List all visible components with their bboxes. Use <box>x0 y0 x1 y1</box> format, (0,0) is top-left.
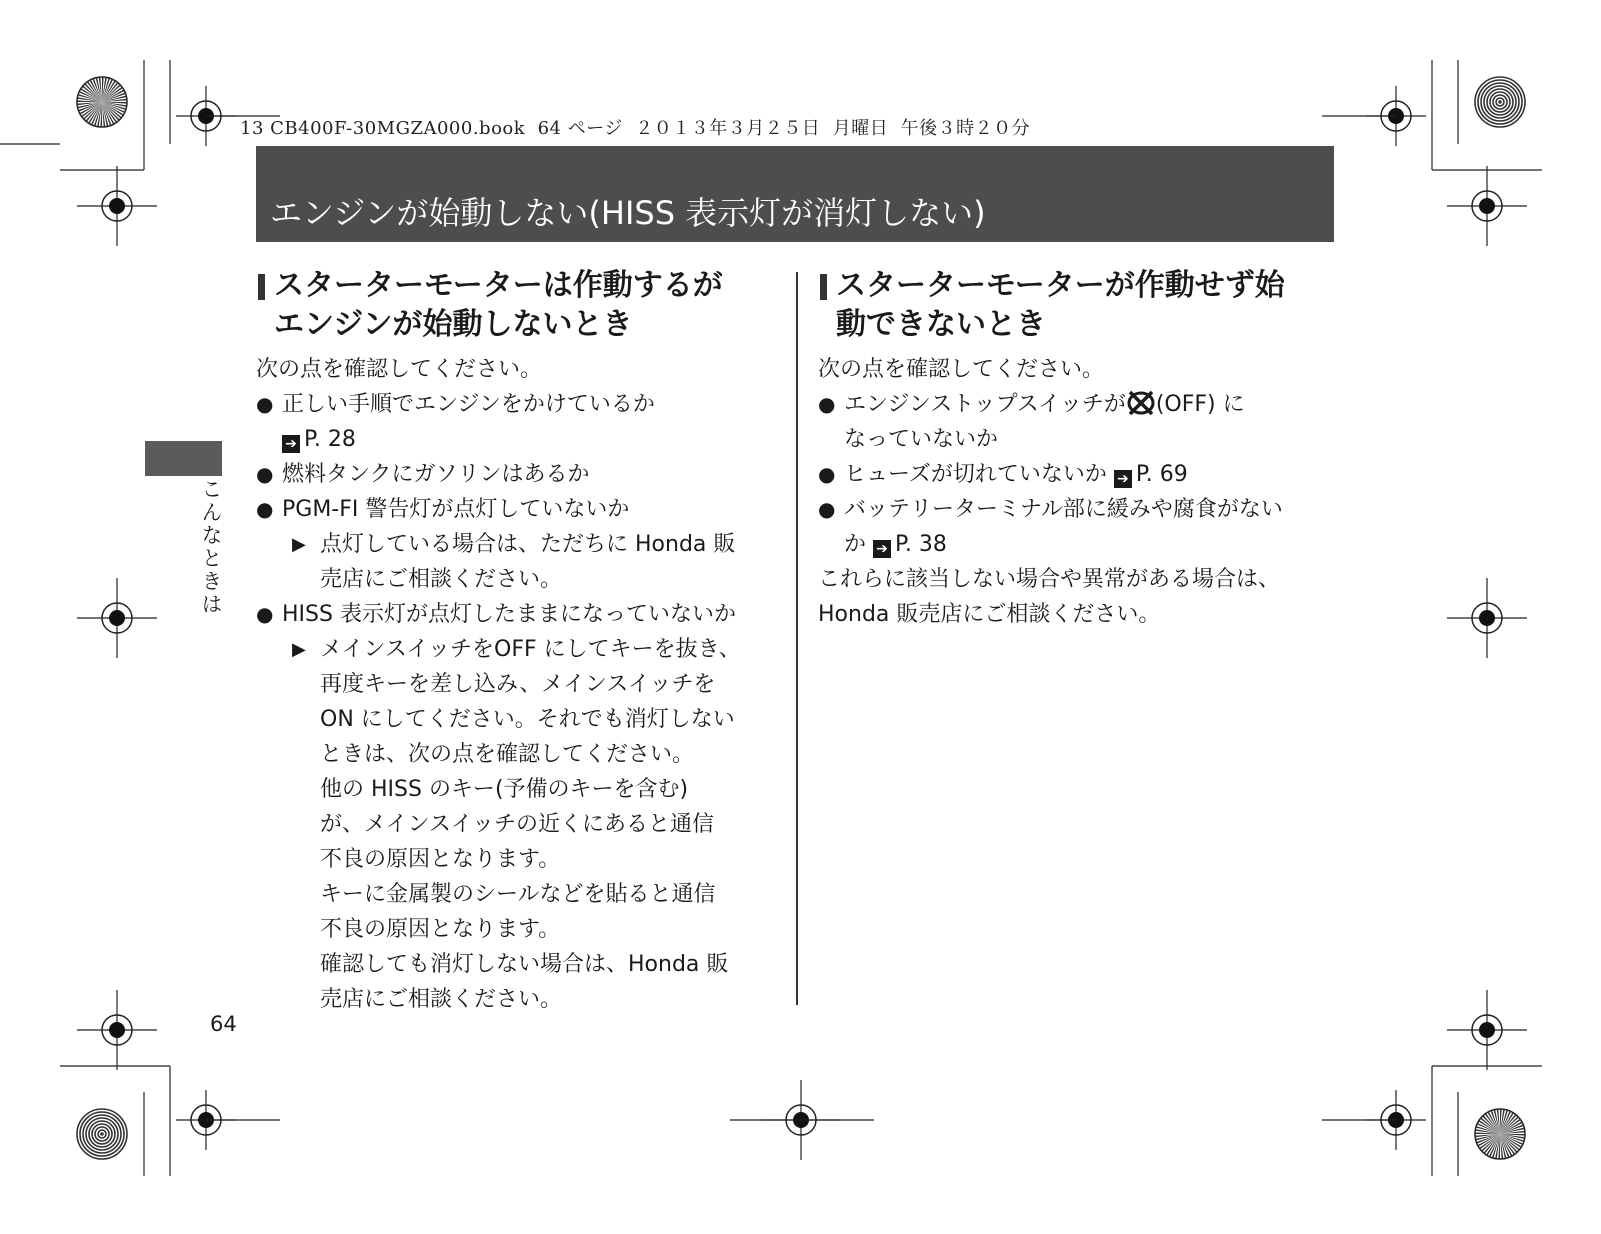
sub-item-cont: 再度キーを差し込み、メインスイッチを <box>320 672 716 697</box>
list-item: ● エンジンストップスイッチが (OFF) に <box>818 387 1338 422</box>
bullet-icon: ● <box>818 462 836 486</box>
sub-item-cont: 売店にご相談ください。 <box>320 987 563 1012</box>
registration-mark-icon <box>1447 166 1527 246</box>
side-tab <box>145 441 222 476</box>
list-item: ● ヒューズが切れていないか ➔ P. 69 <box>818 457 1338 492</box>
heading-bar <box>820 274 827 300</box>
list-item-cont: なっていないか <box>844 427 999 452</box>
sub-item-cont: キーに金属製のシールなどを貼ると通信 <box>320 882 716 907</box>
bullet-icon: ● <box>818 392 836 416</box>
left-column <box>256 266 776 1017</box>
bullet-icon: ● <box>818 497 836 521</box>
bullet-icon: ● <box>256 462 274 486</box>
note-text: Honda 販売店にご相談ください。 <box>818 602 1161 627</box>
registration-mark-icon <box>77 990 157 1070</box>
reference-arrow-icon: ➔ <box>1114 470 1132 488</box>
left-section-heading: スターターモーターは作動するが エンジンが始動しないとき <box>256 266 776 344</box>
engine-stop-switch-icon <box>1126 389 1156 417</box>
list-item: ● バッテリーターミナル部に緩みや腐食がない <box>818 492 1338 527</box>
sub-item-cont: 確認しても消灯しない場合は、Honda 販 <box>320 952 729 977</box>
list-item-cont: か ➔ P. 38 <box>844 532 947 557</box>
heading-bar <box>258 274 265 300</box>
sub-item: ▶ メインスイッチをOFF にしてキーを抜き、 <box>256 632 776 667</box>
column-divider <box>796 272 798 1005</box>
registration-mark-icon <box>1447 578 1527 658</box>
reference-arrow-icon: ➔ <box>282 435 300 453</box>
title-bar <box>256 146 1334 242</box>
bullet-icon: ● <box>256 497 274 521</box>
page-title: エンジンが始動しない(HISS 表示灯が消灯しない) <box>270 194 986 232</box>
list-item: ● 正しい手順でエンジンをかけているか <box>256 387 776 422</box>
list-item: ● 燃料タンクにガソリンはあるか <box>256 457 776 492</box>
page-reference[interactable]: ➔ P. 38 <box>873 532 947 557</box>
page-reference[interactable]: ➔ P. 28 <box>256 422 776 457</box>
triangle-bullet-icon: ▶ <box>292 639 306 660</box>
right-column <box>818 266 1338 632</box>
sub-item-cont: ときは、次の点を確認してください。 <box>320 742 695 767</box>
sub-item-cont: が、メインスイッチの近くにあると通信 <box>320 812 715 837</box>
bullet-icon: ● <box>256 392 274 416</box>
list-item: ● HISS 表示灯が点灯したままになっていないか <box>256 597 776 632</box>
sub-item-cont: 不良の原因となります。 <box>320 917 561 942</box>
note-text: これらに該当しない場合や異常がある場合は、 <box>818 567 1281 592</box>
right-section-heading: スターターモーターが作動せず始 動できないとき <box>818 266 1338 344</box>
list-item: ● PGM-FI 警告灯が点灯していないか <box>256 492 776 527</box>
triangle-bullet-icon: ▶ <box>292 534 306 555</box>
color-target-icon <box>77 1109 127 1159</box>
print-header: 13 CB400F-30MGZA000.book 64 ページ ２０１３年３月２５日 月曜日 午後３時２０分 <box>240 118 1031 139</box>
page-number: 64 <box>210 1012 237 1036</box>
reference-arrow-icon: ➔ <box>873 540 891 558</box>
color-target-icon <box>1475 1109 1525 1159</box>
sub-item-cont: 売店にご相談ください。 <box>320 567 563 592</box>
color-target-icon <box>1475 77 1525 127</box>
registration-mark-icon <box>77 578 157 658</box>
sub-item-cont: 不良の原因となります。 <box>320 847 561 872</box>
registration-mark-icon <box>77 166 157 246</box>
page-reference[interactable]: ➔ P. 69 <box>1114 462 1188 487</box>
registration-mark-icon <box>1447 990 1527 1070</box>
left-intro: 次の点を確認してください。 <box>256 357 543 382</box>
side-tab-label: こんなときは <box>199 478 223 616</box>
right-intro: 次の点を確認してください。 <box>818 357 1105 382</box>
sub-item-cont: ON にしてください。それでも消灯しない <box>320 707 735 732</box>
sub-item-cont: 他の HISS のキー(予備のキーを含む) <box>320 777 689 802</box>
sub-item: ▶ 点灯している場合は、ただちに Honda 販 <box>256 527 776 562</box>
color-target-icon <box>77 77 127 127</box>
bullet-icon: ● <box>256 602 274 626</box>
